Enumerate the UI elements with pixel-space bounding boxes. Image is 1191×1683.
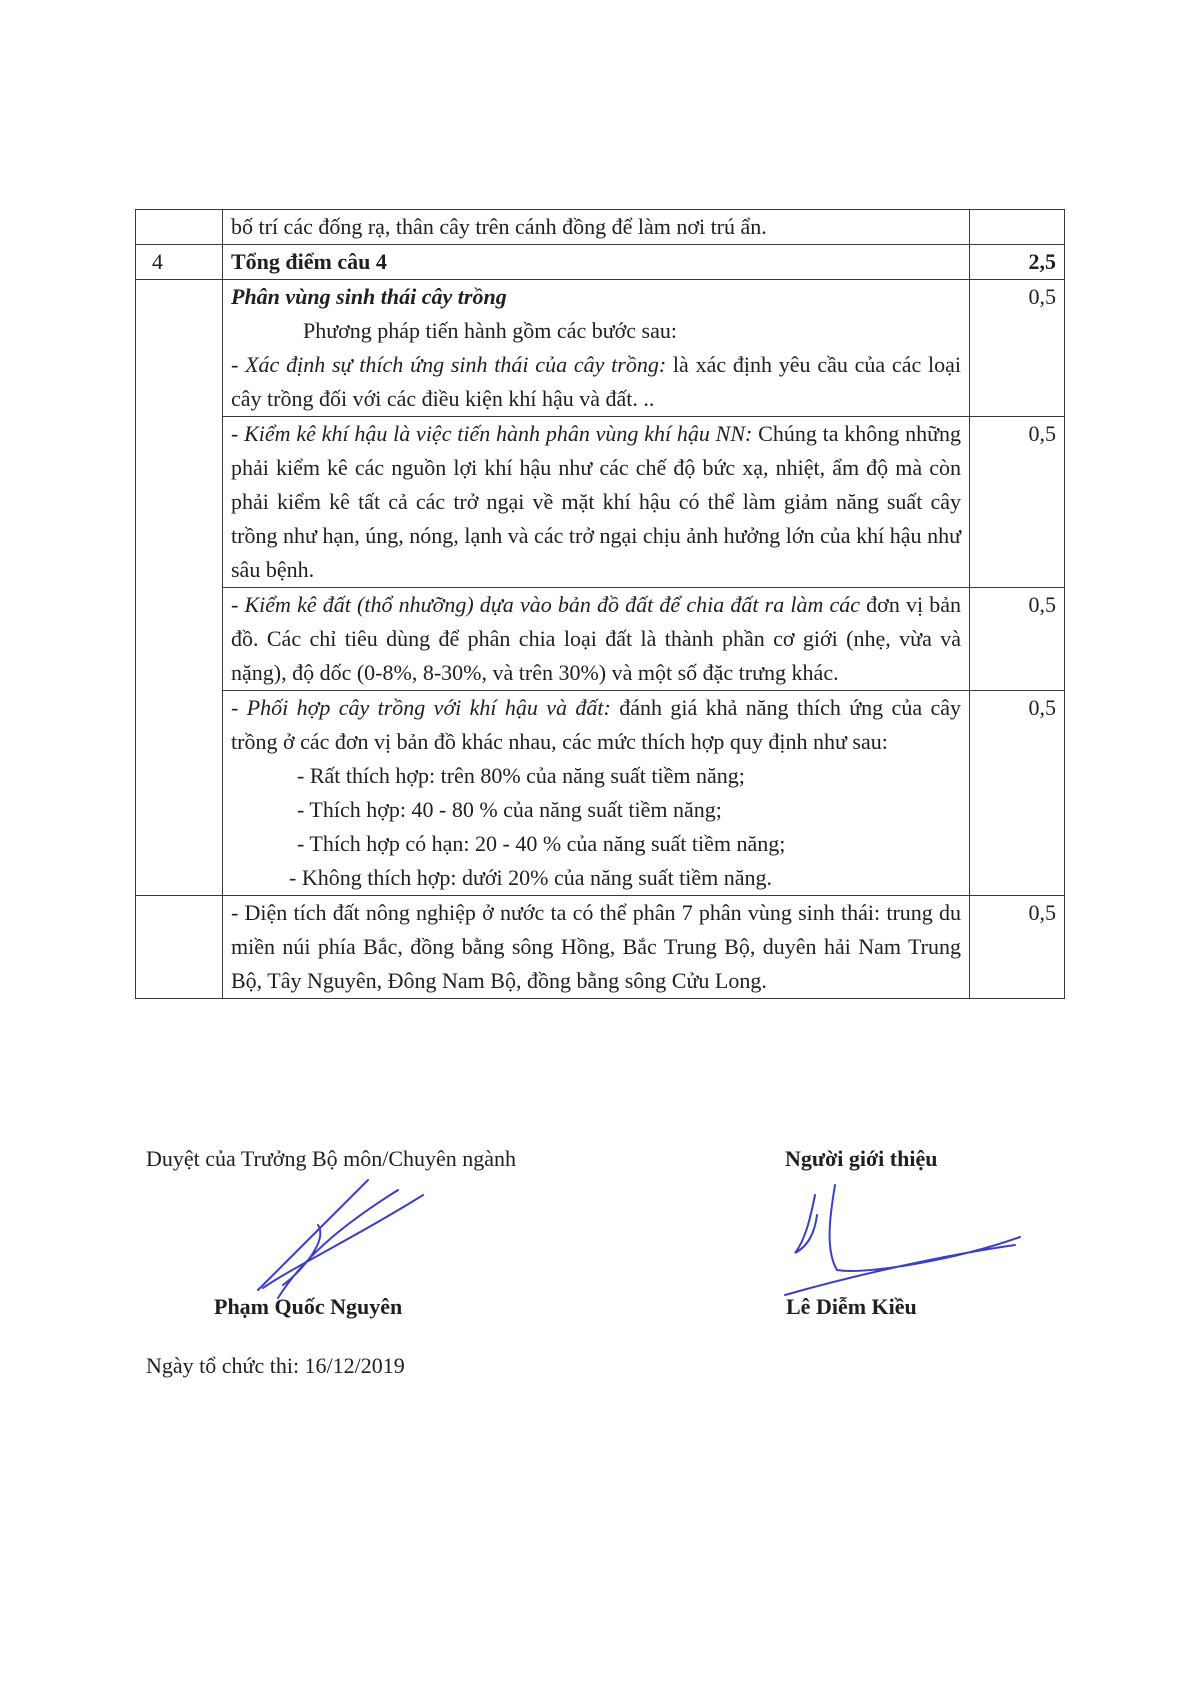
- step-text: đánh giá khả năng thích ứng của cây trồng ở các đơn vị bản đồ khác nhau, các mức thích hợp quy định như sau:: [231, 695, 961, 754]
- row-number-cell: [136, 280, 223, 896]
- score-cell: 0,5: [970, 280, 1065, 417]
- suitability-level: - Thích hợp có hạn: 20 - 40 % của năng suất tiềm năng;: [297, 831, 786, 856]
- introducer-name: Lê Diễm Kiều: [786, 1294, 917, 1319]
- content-cell: [223, 691, 970, 896]
- approver-name: Phạm Quốc Nguyên: [214, 1294, 403, 1319]
- step-title: - Kiểm kê khí hậu là việc tiến hành phân vùng khí hậu NN:: [231, 421, 753, 446]
- score-cell: 0,5: [970, 691, 1065, 896]
- score-cell: 0,5: [970, 588, 1065, 691]
- introducer-label: Người giới thiệu: [785, 1146, 938, 1171]
- method-intro: Phương pháp tiến hành gồm các bước sau:: [303, 318, 677, 343]
- score-cell: 0,5: [970, 896, 1065, 999]
- table-row: [136, 691, 1065, 896]
- table-row-total: [136, 245, 1065, 280]
- step-title: - Kiểm kê đất (thổ nhưỡng) dựa vào bản đồ đất để chia đất ra làm các: [231, 592, 861, 617]
- introducer-signature: [775, 1175, 1025, 1310]
- step-text: Chúng ta không những phải kiểm kê các nguồn lợi khí hậu như các chế độ bức xạ, nhiệt, ẩm độ mà còn phải kiểm kê tất cả các trở ngại về mặt khí hậu có thể làm giảm năng suất cây trồng như hạn, úng, nóng, lạnh và các trở ngại chịu ảnh hưởng lớn của khí hậu như sâu bệnh.: [231, 421, 961, 582]
- table-row: [136, 417, 1065, 588]
- approval-label: Duyệt của Trưởng Bộ môn/Chuyên ngành: [146, 1146, 517, 1171]
- approver-signature: [248, 1170, 428, 1310]
- suitability-level: - Rất thích hợp: trên 80% của năng suất tiềm năng;: [297, 763, 745, 788]
- continued-text: bố trí các đống rạ, thân cây trên cánh đồng để làm nơi trú ẩn.: [231, 214, 767, 239]
- content-cell: [223, 417, 970, 588]
- table-row: [136, 896, 1065, 999]
- row-number-cell: [136, 896, 223, 999]
- content-cell: [223, 588, 970, 691]
- step-text: là xác định yêu cầu của các loại cây trồng đối với các điều kiện khí hậu và đất. ..: [231, 352, 961, 411]
- table-row: [136, 588, 1065, 691]
- row-number-cell: [136, 210, 223, 245]
- grading-table: [135, 209, 1065, 999]
- content-cell: [223, 280, 970, 417]
- table-row: [136, 210, 1065, 245]
- suitability-level: - Không thích hợp: dưới 20% của năng suất tiềm năng.: [289, 865, 773, 890]
- exam-date: Ngày tổ chức thi: 16/12/2019: [146, 1353, 405, 1378]
- table-row: [136, 280, 1065, 417]
- step-title: - Phối hợp cây trồng với khí hậu và đất:: [231, 695, 611, 720]
- suitability-level: - Thích hợp: 40 - 80 % của năng suất tiềm năng;: [297, 797, 722, 822]
- section-heading: Phân vùng sinh thái cây trồng: [231, 284, 507, 309]
- total-label: Tổng điểm câu 4: [223, 245, 970, 280]
- step-title: - Xác định sự thích ứng sinh thái của cây trồng:: [231, 352, 667, 377]
- step-text: đơn vị bản đồ. Các chỉ tiêu dùng để phân chia loại đất là thành phần cơ giới (nhẹ, vừa và nặng), độ dốc (0-8%, 8-30%, và trên 30%) và một số đặc trưng khác.: [231, 592, 961, 685]
- content-cell: [223, 896, 970, 999]
- score-cell: 0,5: [970, 417, 1065, 588]
- region-text: - Diện tích đất nông nghiệp ở nước ta có thể phân 7 phân vùng sinh thái: trung du miền núi phía Bắc, đồng bằng sông Hồng, Bắc Trung Bộ, duyên hải Nam Trung Bộ, Tây Nguyên, Đông Nam Bộ, đồng bằng sông Cửu Long.: [231, 900, 961, 993]
- total-score: 2,5: [970, 245, 1065, 280]
- content-cell: [223, 210, 970, 245]
- score-cell: [970, 210, 1065, 245]
- question-number: 4: [136, 245, 223, 280]
